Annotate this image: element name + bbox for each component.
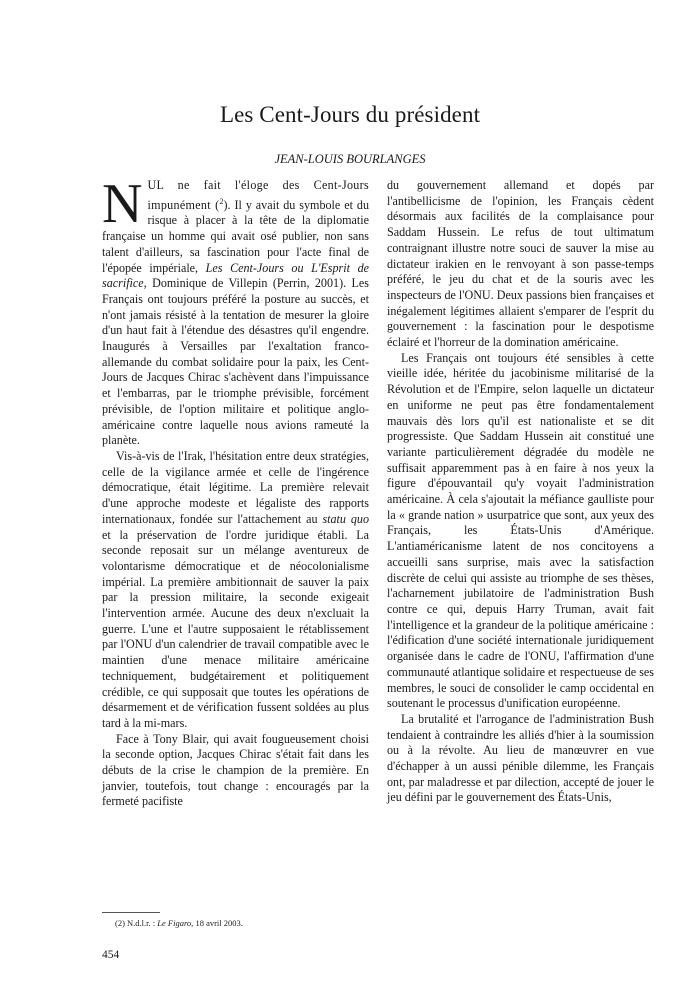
right-paragraph-2: Les Français ont toujours été sensibles à cette vieille idée, héritée du jacobinisme militarisé de la Révolution et de l'Empire, selon laquelle un dictateur en uniforme ne peut pas être fondamentalement mauvais dès lors qu'il est nationaliste et se dit progressiste. Que Saddam Hussein ait constitué une variante particulièrement dégradée du modèle ne suffisait apparemment pas à en faire à nos yeux la figure d'épouvantail qu'y voyait l'administration américaine. À cela s'ajoutait la méfiance gaulliste pour la « grande nation » usurpatrice que sont, aux yeux des Français, les États-Unis d'Amérique. L'antiaméricanisme latent de nos concitoyens a accueilli sans surprise, mais avec la satisfaction discrète de celui qui assiste au triomphe de ses thèses, l'acharnement jubilatoire de l'administration Bush contre ce qui, depuis Harry Truman, avait fait l'intelligence et la grandeur de la politique américaine : l'édification d'une société internationale juridiquement organisée dans le cadre de l'ONU, l'affirmation d'une communauté atlantique solidaire et respectueuse de ses membres, le souci de consolider le camp occidental en soutenant le processus d'unification européenne. (387, 350, 654, 711)
page-number: 454 (102, 949, 120, 961)
left-paragraph-2: Vis-à-vis de l'Irak, l'hésitation entre deux stratégies, celle de la vigilance armée et celle de l'ingérence démocratique, était légitime. La première relevait d'une approche modeste et légaliste des rapports internationaux, fondée sur l'attachement au statu quo et la préservation de l'ordre juridique établi. La seconde reposait sur un mélange aventureux de volontarisme démocratique et de néocolonialisme impérial. La première ambitionnait de sauver la paix par la pression militaire, la seconde exigeait l'intervention armée. Aucune des deux n'excluait la guerre. L'une et l'autre supposaient le rétablissement par l'ONU d'un calendrier de travail compatible avec le maintien d'une menace militaire américaine techniquement, budgétairement et politiquement crédible, ce qui supposait que toutes les opérations de désarmement et de vérification fussent soldées au plus tard à la mi-mars. (102, 448, 369, 730)
book-title: Les Cent-Jours ou L'Esprit de sacrifice, (102, 260, 369, 291)
drop-cap: N (102, 173, 143, 235)
article-title: Les Cent-Jours du président (219, 102, 481, 127)
left-column (102, 173, 369, 810)
article-author: JEAN-LOUIS BOURLANGES (274, 152, 426, 166)
footnote: (2) N.d.l.r. : Le Figaro, 18 avril 2003. (115, 918, 243, 928)
right-paragraph-3: La brutalité et l'arrogance de l'administration Bush tendaient à contraindre les alliés d'hier à la soumission ou à la révolte. Au lieu de manœuvrer en vue d'échapper à un aussi pénible dilemme, les Français ont, par maladresse et par dilection, accepté de jouer le jeu défini par le gouvernement des États-Unis, (387, 711, 654, 805)
left-paragraph-3: Face à Tony Blair, qui avait fougueusement choisi la seconde option, Jacques Chirac s'était fait dans les débuts de la crise le champion de la première. En janvier, toutefois, tout change : encouragés par la fermeté pacifiste (102, 731, 369, 809)
left-paragraph-1: NUL ne fait l'éloge des Cent-Jours impunément ($^2$). Il y avait du symbole et du risque à placer à la tête de la diplomatie française un homme qui avait osé publier, non sans talent d'ailleurs, sa fascination pour l'acte final de l'épopée impériale, Les Cent-Jours ou L'Esprit de sacrifice, Dominique de Villepin (Perrin, 2001). Les Français ont toujours préféré la posture au succès, et n'ont jamais résisté à la tentation de mesurer la gloire d'un haut fait à l'étendue des désastres qu'il engendre. Inaugurés à Versailles par l'exaltation franco-allemande du combat solidaire pour la paix, les Cent-Jours de Jacques Chirac s'achèvent dans l'impuissance et l'embarras, par le triomphe prévisible, forcément prévisible, de l'option militaire et politique anglo-américaine contre laquelle nous avions rameuté la planète. (102, 173, 369, 448)
footnote-ref: 2 (219, 196, 224, 206)
footnote-divider (102, 912, 160, 913)
right-paragraph-1: du gouvernement allemand et dopés par l'antibellicisme de l'opinion, les Français cèdent désormais aux facilités de la complaisance pour Saddam Hussein. Le refus de tout ultimatum contraignant illustre notre souci de sauver la mise au dictateur irakien en le renvoyant à son passe-temps préféré, le jeu du chat et de la souris avec les inspecteurs de l'ONU. Deux passions bien françaises et inégalement légitimes allaient s'emparer de l'esprit du gouvernement : la fascination pour le despotisme éclairé et l'horreur de la domination américaine. (387, 178, 654, 350)
right-column (387, 178, 654, 806)
